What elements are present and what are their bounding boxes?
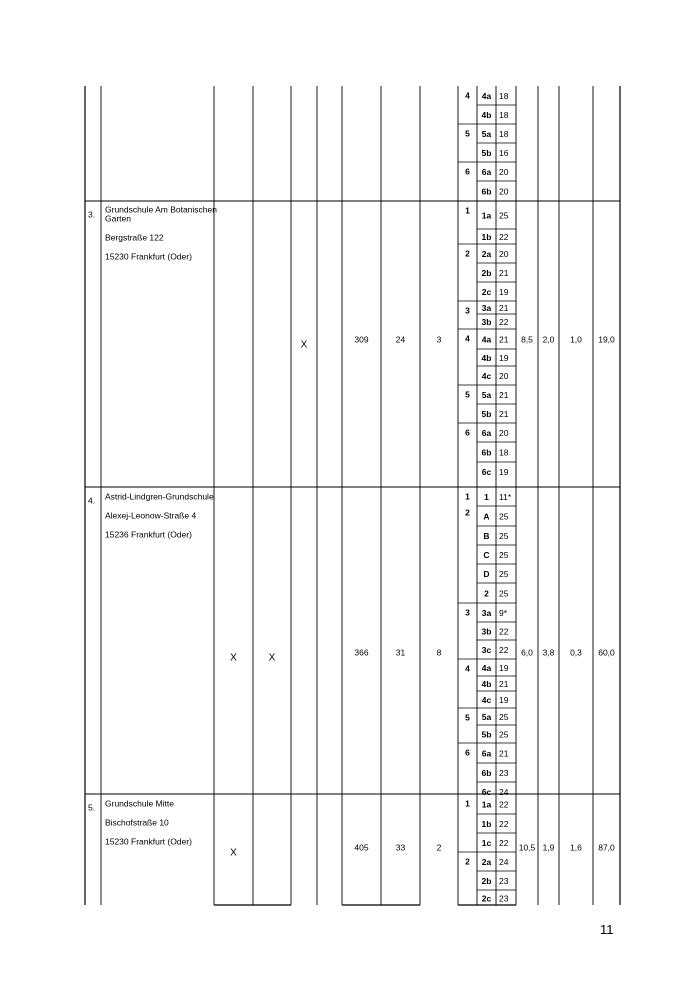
class-count: 24 [499, 786, 509, 797]
class-count: 25 [499, 588, 509, 599]
class-name: 4a [481, 662, 492, 673]
teachers-count: 31 [395, 647, 406, 658]
class-count: 19 [499, 662, 509, 673]
class-name: 5b [481, 408, 492, 419]
grade-label: 3 [465, 607, 470, 618]
grade-label: 1 [465, 798, 470, 809]
class-name: 5b [481, 729, 492, 740]
mark-x: X [300, 339, 308, 351]
class-count: 21 [499, 267, 509, 278]
class-count: 23 [499, 875, 509, 886]
class-name: 2b [481, 267, 492, 278]
school-info: 15230 Frankfurt (Oder) [105, 836, 192, 847]
class-name: 6b [481, 447, 492, 458]
class-name: 4b [481, 678, 492, 689]
value-2: 1,9 [542, 842, 555, 853]
class-count: 23 [499, 767, 509, 778]
class-count: 21 [499, 678, 509, 689]
school-info: Astrid-Lindgren-Grundschule [105, 491, 214, 502]
school-info: 15230 Frankfurt (Oder) [105, 251, 192, 262]
value-2: 3,8 [542, 647, 555, 658]
other-count: 2 [436, 842, 442, 853]
grade-label: 5 [465, 389, 470, 400]
class-name: 3c [481, 644, 492, 655]
school-info: Alexej-Leonow-Straße 4 [105, 510, 197, 521]
class-name: 2b [481, 875, 492, 886]
class-count: 25 [499, 729, 509, 740]
class-name: 6b [481, 186, 492, 197]
mark-x: X [268, 652, 276, 664]
class-name: 4a [481, 90, 492, 101]
school-info: Grundschule Mitte [105, 798, 174, 809]
class-count: 18 [499, 90, 509, 101]
pupils-count: 366 [354, 647, 369, 658]
class-count: 20 [499, 186, 509, 197]
class-count: 22 [499, 316, 509, 327]
class-count: 23 [499, 893, 509, 904]
value-4: 19,0 [598, 334, 615, 345]
grade-label: 5 [465, 128, 470, 139]
value-4: 60,0 [598, 647, 615, 658]
class-count: 18 [499, 109, 509, 120]
class-name: 1a [481, 210, 492, 221]
class-name: 5a [481, 711, 492, 722]
class-name: 1a [481, 799, 492, 810]
mark-x: X [230, 847, 237, 859]
value-3: 1,0 [570, 334, 582, 345]
class-name: 5a [481, 389, 492, 400]
class-count: 22 [499, 837, 509, 848]
pupils-count: 405 [354, 842, 369, 853]
class-count: 22 [499, 626, 509, 637]
row-number: 4. [88, 495, 96, 506]
class-name: 5b [481, 147, 492, 158]
teachers-count: 33 [395, 842, 406, 853]
class-name: 4b [481, 352, 492, 363]
class-count: 9* [499, 607, 508, 618]
grade-label: 3 [465, 305, 470, 316]
class-count: 22 [499, 644, 509, 655]
class-count: 21 [499, 302, 509, 313]
class-name: 3a [481, 302, 492, 313]
class-name: 4c [481, 370, 492, 381]
class-name: 6b [481, 767, 492, 778]
class-name: 6a [481, 427, 492, 438]
row-number: 5. [88, 802, 96, 813]
class-name: 3b [481, 626, 492, 637]
grade-label: 4 [465, 90, 470, 101]
class-name: 1b [481, 818, 492, 829]
class-count: 21 [499, 334, 509, 345]
class-name: C [483, 549, 490, 560]
grade-label: 6 [465, 747, 470, 758]
class-name: 1b [481, 231, 492, 242]
class-count: 22 [499, 799, 509, 810]
value-3: 0,3 [570, 647, 582, 658]
class-name: A [483, 511, 490, 522]
class-name: 5a [481, 128, 492, 139]
class-name: 3a [481, 607, 492, 618]
value-3: 1,6 [570, 842, 582, 853]
class-count: 24 [499, 856, 509, 867]
class-count: 25 [499, 511, 509, 522]
grade-label: 4 [465, 663, 470, 674]
grade-label: 6 [465, 427, 470, 438]
class-count: 20 [499, 370, 509, 381]
school-info: 15236 Frankfurt (Oder) [105, 529, 192, 540]
value-1: 10,5 [518, 842, 536, 853]
class-count: 22 [499, 231, 509, 242]
class-count: 20 [499, 248, 509, 259]
class-count: 19 [499, 694, 509, 705]
class-name: 2c [481, 893, 492, 904]
class-count: 25 [499, 210, 509, 221]
school-info: Grundschule Am Botanischen [105, 204, 217, 215]
grade-label: 4 [465, 333, 470, 344]
class-name: B [483, 530, 490, 541]
class-name: D [483, 568, 490, 579]
class-count: 21 [499, 389, 509, 400]
pupils-count: 309 [354, 334, 369, 345]
class-count: 25 [499, 530, 509, 541]
class-name: 2a [481, 856, 492, 867]
class-count: 19 [499, 466, 509, 477]
class-name: 2a [481, 248, 492, 259]
class-count: 20 [499, 427, 509, 438]
class-name: 3b [481, 316, 492, 327]
class-name: 6a [481, 748, 492, 759]
class-count: 19 [499, 352, 509, 363]
class-count: 18 [499, 128, 509, 139]
class-count: 20 [499, 166, 509, 177]
class-name: 4a [481, 334, 492, 345]
class-count: 25 [499, 711, 509, 722]
other-count: 8 [436, 647, 442, 658]
class-name: 1 [484, 491, 489, 502]
grade-label: 2 [465, 856, 470, 867]
class-name: 2 [484, 588, 489, 599]
class-count: 16 [499, 147, 509, 158]
class-name: 1c [481, 837, 492, 848]
class-name: 4b [481, 109, 492, 120]
grade-label: 2 [465, 507, 470, 518]
grade-label: 1 [465, 491, 470, 502]
teachers-count: 24 [395, 334, 406, 345]
other-count: 3 [436, 334, 442, 345]
class-count: 22 [499, 818, 509, 829]
school-info: Bischofstraße 10 [105, 817, 169, 828]
class-name: 6c [481, 786, 492, 797]
class-name: 6c [481, 466, 492, 477]
grade-label: 6 [465, 166, 470, 177]
value-2: 2,0 [542, 334, 555, 345]
grade-label: 5 [465, 712, 470, 723]
mark-x: X [230, 652, 237, 664]
value-4: 87,0 [598, 842, 615, 853]
class-count: 18 [499, 447, 509, 458]
class-name: 2c [481, 286, 492, 297]
value-1: 8,5 [521, 334, 533, 345]
class-count: 25 [499, 568, 509, 579]
class-name: 6a [481, 166, 492, 177]
school-info: Garten [105, 213, 131, 224]
class-count: 11* [499, 491, 512, 502]
class-count: 21 [499, 748, 509, 759]
row-number: 3. [88, 209, 96, 220]
page-number: 11 [600, 922, 614, 937]
class-count: 19 [499, 286, 509, 297]
value-1: 6,0 [521, 647, 533, 658]
grade-label: 2 [465, 248, 470, 259]
class-count: 21 [499, 408, 509, 419]
school-info: Bergstraße 122 [105, 232, 164, 243]
class-name: 4c [481, 694, 492, 705]
grade-label: 1 [465, 205, 470, 216]
class-count: 25 [499, 549, 509, 560]
